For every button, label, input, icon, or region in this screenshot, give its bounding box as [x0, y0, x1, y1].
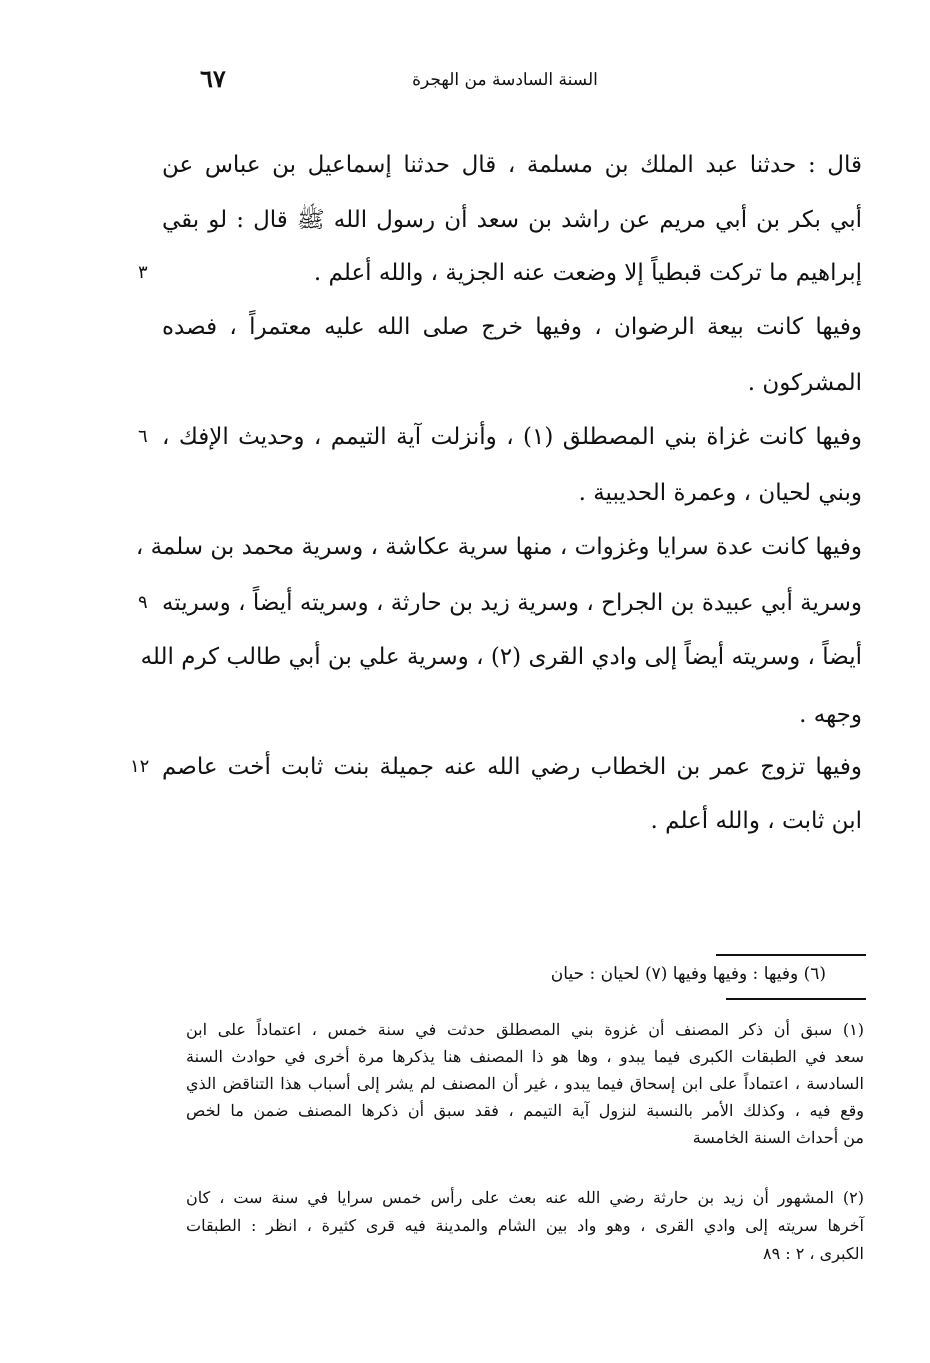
margin-line-number: ٩	[138, 592, 148, 613]
footnote-rule-top	[716, 954, 866, 956]
footnote-1-line: السادسة ، اعتماداً على ابن إسحاق فيما يبدو ، غير أن المصنف لم يشر إلى أسباب هذا التناقض الذي	[186, 1074, 864, 1093]
body-line: وبني لحيان ، وعمرة الحديبية .	[578, 480, 862, 506]
body-line: وفيها كانت عدة سرايا وغزوات ، منها سرية عكاشة ، وسرية محمد بن سلمة ،	[135, 534, 862, 560]
footnote-1-line: سعد في الطبقات الكبرى فيما يبدو ، وها هو ذا المصنف هنا يذكرها مرة أخرى في حوادث السنة	[186, 1047, 864, 1066]
body-line: المشركون .	[747, 370, 862, 396]
body-line: وسرية أبي عبيدة بن الجراح ، وسرية زيد بن حارثة ، وسريته أيضاً ، وسريته	[162, 590, 862, 616]
body-line: وفيها كانت غزاة بني المصطلق (١) ، وأنزلت آية التيمم ، وحديث الإفك ،	[162, 424, 862, 450]
body-line: وجهه .	[799, 702, 862, 728]
body-line: ابن ثابت ، والله أعلم .	[650, 808, 862, 834]
running-header-title: السنة السادسة من الهجرة	[412, 70, 598, 90]
body-line: أبي بكر بن أبي مريم عن راشد بن سعد أن رسول الله ﷺ قال : لو بقي	[162, 207, 862, 233]
footnote-variants: (٦) وفيها : وفيها وفيها (٧) لحيان : حيان	[550, 964, 826, 984]
footnote-2-line: (٢) المشهور أن زيد بن حارثة رضي الله عنه بعث على رأس خمس سرايا في سنة ست ، كان	[186, 1188, 864, 1207]
margin-line-number: ٣	[138, 262, 148, 283]
footnote-2-line: آخرها سريته إلى وادي القرى ، وهو واد بين الشام والمدينة فيه قرى كثيرة ، انظر : الطبقات	[186, 1216, 864, 1235]
footnote-1-line: (١) سبق أن ذكر المصنف أن غزوة بني المصطلق حدثت في سنة خمس ، اعتماداً على ابن	[186, 1020, 864, 1039]
footnote-rule-bottom	[726, 998, 866, 1000]
footnote-1-line: وقع فيه ، وكذلك الأمر بالنسبة لنزول آية التيمم ، فقد سبق أن ذكرها المصنف ضمن ما لخص	[186, 1101, 864, 1120]
margin-line-number: ٦	[138, 426, 148, 447]
page-number: ٦٧	[200, 64, 226, 93]
margin-line-number: ١٢	[130, 756, 150, 777]
body-line: قال : حدثنا عبد الملك بن مسلمة ، قال حدثنا إسماعيل بن عباس عن	[162, 152, 862, 178]
body-line: إبراهيم ما تركت قبطياً إلا وضعت عنه الجزية ، والله أعلم .	[313, 260, 862, 286]
footnote-2-line: الكبرى ، ٢ : ٨٩	[762, 1244, 864, 1263]
body-line: أيضاً ، وسريته أيضاً إلى وادي القرى (٢) ، وسرية علي بن أبي طالب كرم الله	[140, 644, 862, 670]
body-line: وفيها كانت بيعة الرضوان ، وفيها خرج صلى الله عليه معتمراً ، فصده	[162, 314, 862, 340]
body-line: وفيها تزوج عمر بن الخطاب رضي الله عنه جميلة بنت ثابت أخت عاصم	[162, 754, 862, 780]
footnote-1-line: من أحداث السنة الخامسة	[692, 1128, 864, 1147]
